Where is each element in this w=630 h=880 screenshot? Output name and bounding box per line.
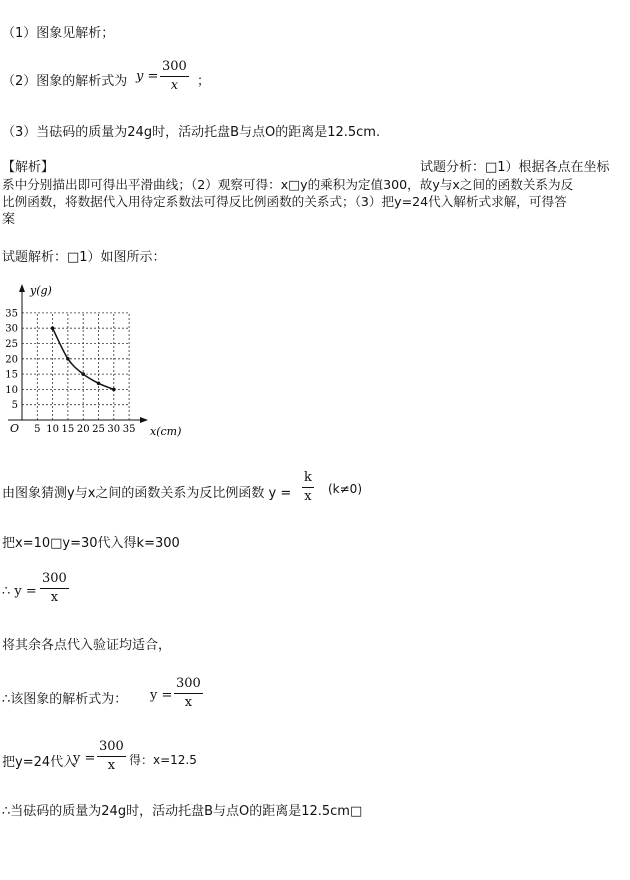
inverse-proportion-chart: [0, 278, 200, 448]
fraction-numerator: k: [304, 470, 312, 485]
therefore-1-prefix: ∴ y =: [2, 584, 37, 599]
y-axis-arrow: [19, 284, 25, 292]
solve-fraction: [97, 739, 126, 774]
chart-axes: [8, 284, 148, 423]
therefore-2-prefix: ∴该图象的解析式为：: [2, 692, 128, 707]
x-axis-label: x(cm): [150, 425, 182, 438]
y-tick-label: 10: [5, 384, 18, 396]
answer-2-fraction: [160, 59, 189, 94]
fraction-denominator: x: [304, 489, 312, 504]
x-tick-label: 5: [34, 424, 41, 435]
fraction-numerator: 300: [176, 676, 201, 691]
solve-suffix: 得：x=12.5: [129, 753, 197, 767]
answer-1: （1）图象见解析；: [2, 26, 115, 41]
guess-fraction: [302, 470, 314, 505]
fraction-bar: [40, 588, 69, 589]
data-point: [97, 381, 101, 385]
y-axis-label: y(g): [30, 284, 52, 297]
y-tick-label: 5: [11, 400, 18, 412]
therefore-2-fraction: [174, 676, 203, 711]
analysis-line-2: 系中分别描出即可得出平滑曲线；（2）观察可得：x□y的乘积为定值300，故y与x之间的函数关系为反: [2, 177, 574, 192]
answer-2-prefix: （2）图象的解析式为: [2, 74, 128, 89]
x-axis-arrow: [140, 417, 148, 423]
therefore-1-fraction: [40, 571, 69, 606]
fraction-bar: [174, 693, 203, 694]
data-point: [66, 357, 70, 361]
x-tick-label: 25: [92, 424, 105, 435]
chart-ticks: [5, 308, 135, 435]
x-tick-label: 10: [46, 424, 59, 435]
fraction-numerator: 300: [162, 59, 187, 74]
fraction-denominator: x: [184, 695, 193, 710]
data-point: [51, 326, 55, 330]
analysis-line-4: 案: [2, 212, 16, 227]
fraction-bar: [97, 756, 126, 757]
x-tick-label: 15: [61, 424, 75, 435]
fraction-denominator: x: [170, 78, 179, 93]
therefore-2-variable: y =: [150, 688, 173, 703]
origin-label: O: [10, 422, 20, 435]
guess-text: 由图象猜测y与x之间的函数关系为反比例函数 y =: [2, 486, 292, 501]
answer-3: （3）当砝码的质量为24g时，活动托盘B与点O的距离是12.5cm.: [2, 125, 381, 140]
conclusion-text: ∴当砝码的质量为24g时，活动托盘B与点O的距离是12.5cm□: [2, 804, 363, 819]
analysis-label: 【解析】: [2, 160, 55, 175]
chart-grid: [22, 313, 129, 420]
x-tick-label: 20: [76, 424, 90, 435]
x-tick-label: 35: [122, 424, 136, 435]
y-tick-label: 20: [5, 354, 18, 366]
y-tick-label: 25: [5, 339, 18, 350]
fraction-numerator: 300: [99, 739, 124, 754]
solution-intro: 试题解析：□1）如图所示：: [2, 250, 166, 265]
substitute-text: 把x=10□y=30代入得k=300: [2, 536, 180, 551]
guess-condition: (k≠0): [328, 482, 363, 496]
data-point: [112, 388, 116, 392]
solve-variable: y =: [73, 751, 96, 766]
solve-prefix: 把y=24代入: [2, 755, 77, 770]
fraction-denominator: x: [50, 590, 59, 605]
fraction-bar: [160, 76, 189, 77]
analysis-intro: 试题分析：□1）根据各点在坐标: [420, 160, 610, 175]
answer-2-variable: y =: [136, 69, 159, 84]
fraction-denominator: x: [107, 758, 116, 773]
fraction-bar: [302, 487, 314, 488]
analysis-line-3: 比例函数，将数据代入用待定系数法可得反比例函数的关系式；（3）把y=24代入解析式求解，可得答: [2, 194, 567, 209]
fraction-numerator: 300: [42, 571, 67, 586]
y-tick-label: 30: [5, 323, 18, 335]
x-tick-label: 30: [107, 424, 121, 435]
verify-text: 将其余各点代入验证均适合，: [2, 638, 172, 653]
data-point: [81, 372, 85, 376]
answer-2-suffix: ；: [197, 74, 211, 89]
y-tick-label: 35: [5, 308, 18, 320]
y-tick-label: 15: [5, 369, 18, 381]
